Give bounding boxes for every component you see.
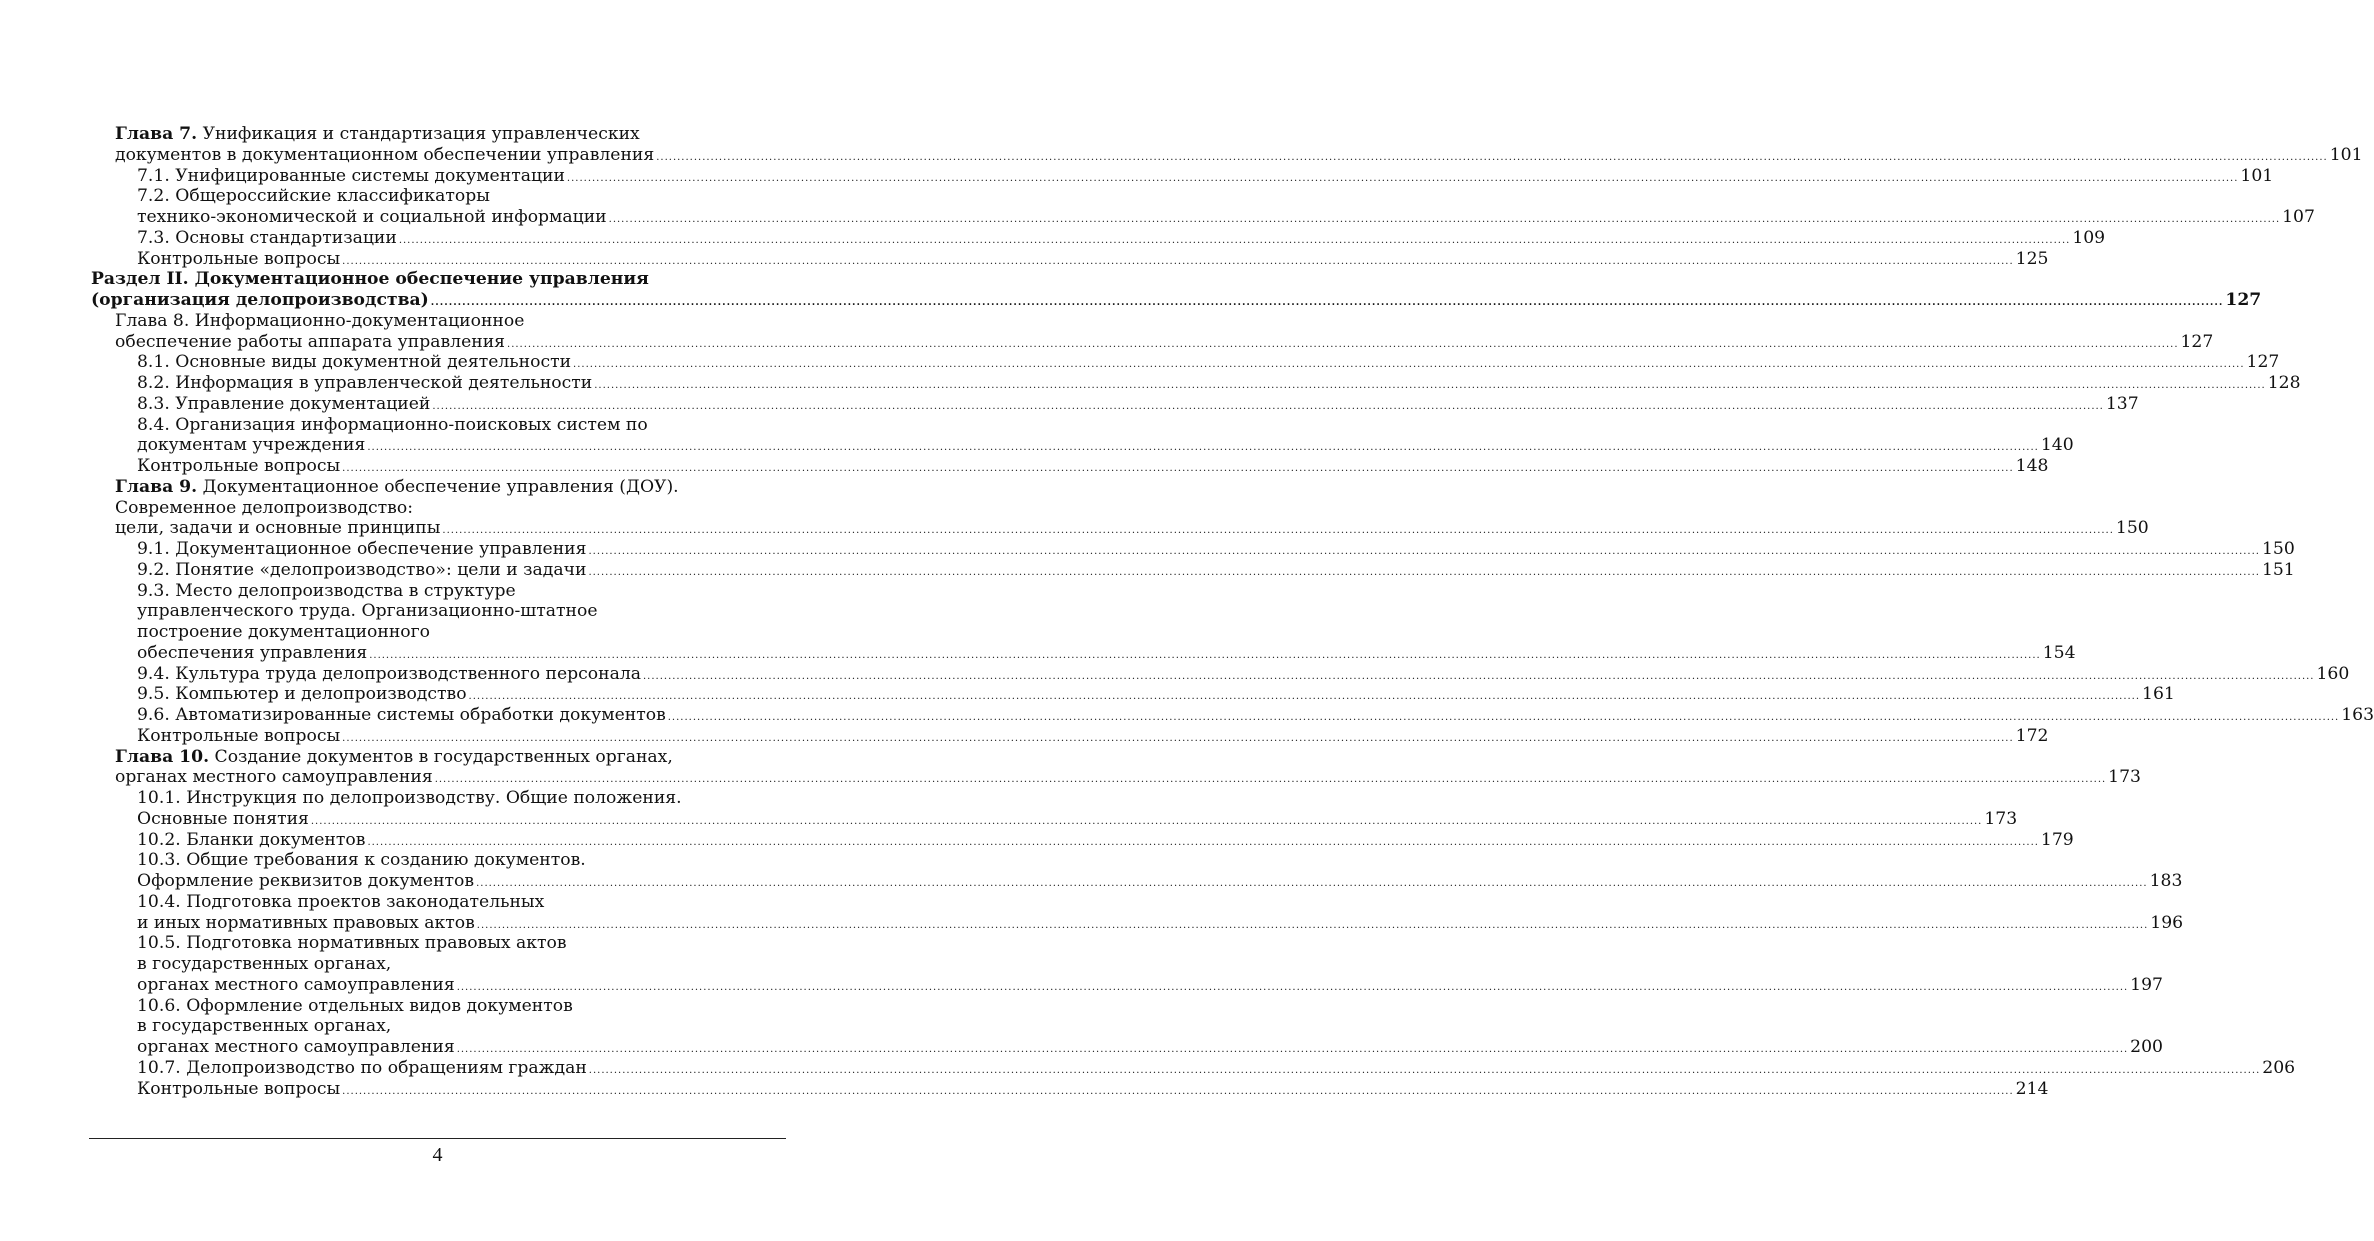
toc-entry	[0, 269, 2262, 311]
toc-entry	[0, 891, 2184, 934]
toc-entry-text: технико-экономической и социальной информации	[137, 207, 607, 227]
dot-leader: ................................................................................................................................................................................................................................................................................................................................................................................................................	[398, 234, 2071, 246]
toc-entry	[0, 1057, 2296, 1079]
toc-entry-line	[137, 912, 2184, 934]
toc-entry-line	[137, 663, 2350, 685]
toc-entry-line	[115, 311, 875, 332]
toc-entry-text: Контрольные вопросы	[137, 456, 341, 476]
toc-entry-line	[137, 227, 2106, 249]
toc-entry-line	[137, 415, 875, 436]
toc-entry-text: Основные понятия	[137, 808, 309, 829]
toc-entry-line	[137, 974, 2163, 996]
toc-entry-text: Раздел II. Документационное обеспечение управления	[91, 269, 649, 290]
toc-entry	[0, 227, 2106, 249]
toc-entry	[0, 373, 2301, 394]
toc-page-number: 163	[2341, 705, 2374, 725]
toc-page-number: 127	[2180, 331, 2214, 352]
toc-entry-line	[137, 829, 2074, 851]
toc-entry-line	[115, 767, 2141, 788]
toc-entry-text: 10.7. Делопроизводство по обращениям граждан	[137, 1057, 587, 1078]
toc-entry-line	[137, 892, 875, 913]
toc-entry	[0, 352, 2280, 373]
toc-entry	[0, 684, 2175, 705]
dot-leader: ................................................................................................................................................................................................................................................................................................................................................................................................................	[608, 214, 2281, 225]
toc-entry-line	[137, 1037, 2163, 1058]
toc-entry-text: Контрольные вопросы	[137, 1078, 341, 1099]
toc-entry	[0, 725, 2049, 747]
toc-entry-text: построение документационного	[137, 622, 431, 642]
toc-entry-text: обеспечение работы аппарата управления	[115, 331, 506, 352]
toc-entry-line	[137, 435, 2074, 456]
toc-entry	[0, 248, 2049, 270]
toc-page-number: 150	[2261, 539, 2295, 559]
toc-entry	[0, 1078, 2049, 1100]
toc-entry-text: 9.1. Документационное обеспечение управления	[137, 539, 587, 559]
toc-page-number: 179	[2040, 829, 2074, 850]
toc-entry-text: 10.5. Подготовка нормативных правовых актов	[137, 933, 567, 954]
toc-entry	[0, 476, 2149, 539]
toc-page-number: 109	[2072, 227, 2106, 248]
toc-page-number: 148	[2015, 456, 2049, 476]
toc-entry	[0, 124, 2363, 166]
toc-page-number: 137	[2105, 393, 2139, 414]
chapter-label: Глава 7.	[115, 124, 198, 144]
toc-entry	[0, 559, 2295, 581]
toc-entry-text: Оформление реквизитов документов	[137, 871, 475, 891]
dot-leader: ................................................................................................................................................................................................................................................................................................................................................................................................................	[342, 732, 2014, 744]
toc-entry-line	[91, 269, 875, 290]
toc-entry-text: управленческого труда. Организационно-штатное	[137, 601, 598, 622]
table-of-contents	[0, 124, 2374, 1099]
toc-entry-text: (организация делопроизводства)	[91, 290, 429, 310]
toc-entry-text: 10.1. Инструкция по делопроизводству. Общие положения.	[137, 788, 682, 808]
toc-entry-line	[137, 601, 875, 622]
toc-page-number: 160	[2316, 663, 2350, 684]
dot-leader: ................................................................................................................................................................................................................................................................................................................................................................................................................	[432, 400, 2104, 412]
toc-entry	[0, 414, 2074, 457]
toc-entry-text: 10.3. Общие требования к созданию документов.	[137, 850, 586, 871]
dot-leader: ................................................................................................................................................................................................................................................................................................................................................................................................................	[507, 338, 2179, 350]
toc-entry	[0, 310, 2214, 353]
chapter-label: Глава 9.	[115, 476, 198, 497]
toc-entry-text: Глава 8. Информационно-документационное	[115, 310, 525, 331]
toc-page-number: 151	[2261, 559, 2295, 580]
dot-leader: ................................................................................................................................................................................................................................................................................................................................................................................................................	[434, 774, 2107, 786]
toc-entry-text: 10.6. Оформление отдельных видов документов	[137, 995, 573, 1016]
toc-entry-text: 8.1. Основные виды документной деятельности	[137, 352, 572, 373]
toc-entry-line	[137, 393, 2139, 415]
toc-entry-line	[115, 124, 875, 145]
toc-page-number: 150	[2115, 518, 2149, 539]
dot-leader: ................................................................................................................................................................................................................................................................................................................................................................................................................	[367, 442, 2039, 454]
toc-entry-text: 9.2. Понятие «делопроизводство»: цели и задачи	[137, 559, 587, 580]
dot-leader: ................................................................................................................................................................................................................................................................................................................................................................................................................	[656, 151, 2328, 163]
toc-entry-text: в государственных органах,	[137, 954, 392, 974]
toc-entry-text: Контрольные вопросы	[137, 248, 341, 269]
toc-entry-line	[115, 518, 2149, 539]
toc-entry-text: 7.2. Общероссийские классификаторы	[137, 186, 490, 207]
toc-entry-text: 7.1. Унифицированные системы документации	[137, 165, 565, 186]
toc-entry-line	[137, 1078, 2049, 1100]
toc-entry-line	[137, 207, 2315, 228]
toc-entry-line	[137, 642, 2076, 664]
toc-page-number: 183	[2149, 871, 2183, 891]
dot-leader: ................................................................................................................................................................................................................................................................................................................................................................................................................	[468, 691, 2141, 703]
toc-page-number: 128	[2267, 373, 2301, 393]
toc-entry-line	[137, 559, 2295, 581]
toc-entry-text: 9.5. Компьютер и делопроизводство	[137, 684, 467, 705]
toc-entry-line	[91, 290, 2262, 311]
toc-page-number: 125	[2015, 248, 2049, 269]
chapter-label: Глава 10.	[115, 746, 210, 767]
toc-entry	[0, 580, 2076, 664]
toc-entry	[0, 705, 2374, 726]
toc-entry-text: цели, задачи и основные принципы	[115, 518, 441, 539]
toc-entry-text: Современное делопроизводство:	[115, 497, 413, 518]
toc-page-number: 214	[2015, 1078, 2049, 1099]
toc-entry-text: 7.3. Основы стандартизации	[137, 227, 397, 248]
toc-entry	[0, 393, 2139, 415]
toc-entry-text: органах местного самоуправления	[115, 767, 433, 788]
toc-entry-text: документам учреждения	[137, 435, 366, 456]
dot-leader: ................................................................................................................................................................................................................................................................................................................................................................................................................	[342, 255, 2014, 267]
toc-entry-line	[137, 373, 2301, 394]
toc-entry-text: органах местного самоуправления	[137, 974, 455, 995]
toc-entry-line	[137, 871, 2183, 892]
toc-page-number: 101	[2329, 144, 2363, 165]
page-number: 4	[432, 1144, 443, 1166]
dot-leader: ................................................................................................................................................................................................................................................................................................................................................................................................................	[476, 878, 2148, 889]
dot-leader: ................................................................................................................................................................................................................................................................................................................................................................................................................	[456, 981, 2129, 993]
toc-entry	[0, 933, 2163, 995]
dot-leader: ................................................................................................................................................................................................................................................................................................................................................................................................................	[476, 919, 2149, 931]
toc-entry-text: Создание документов в государственных органах,	[209, 746, 673, 767]
toc-entry-text: 10.4. Подготовка проектов законодательных	[137, 891, 545, 912]
toc-entry-line	[115, 144, 2363, 166]
toc-entry-line	[137, 996, 875, 1017]
dot-leader: ................................................................................................................................................................................................................................................................................................................................................................................................................	[369, 649, 2041, 661]
toc-entry-text: и иных нормативных правовых актов	[137, 912, 475, 933]
dot-leader: ................................................................................................................................................................................................................................................................................................................................................................................................................	[430, 297, 2224, 308]
toc-entry-line	[137, 456, 2049, 477]
toc-entry-line	[137, 352, 2280, 373]
toc-page-number: 161	[2142, 684, 2175, 705]
toc-entry-line	[115, 747, 875, 768]
dot-leader: ................................................................................................................................................................................................................................................................................................................................................................................................................	[442, 525, 2114, 537]
dot-leader: ................................................................................................................................................................................................................................................................................................................................................................................................................	[566, 172, 2239, 184]
toc-entry-text: 8.3. Управление документацией	[137, 393, 431, 414]
toc-entry	[0, 850, 2183, 892]
toc-page-number: 172	[2015, 725, 2049, 746]
toc-page-number: 101	[2240, 165, 2274, 186]
toc-entry-line	[137, 1057, 2296, 1079]
toc-entry-line	[137, 933, 875, 954]
dot-leader: ................................................................................................................................................................................................................................................................................................................................................................................................................	[310, 815, 1983, 827]
toc-entry-text: 8.4. Организация информационно-поисковых систем по	[137, 414, 648, 435]
toc-page-number: 173	[1984, 808, 2018, 829]
toc-page-number: 197	[2130, 974, 2163, 995]
toc-entry-line	[137, 1016, 875, 1037]
toc-page-number: 127	[2225, 290, 2262, 310]
toc-entry	[0, 165, 2274, 187]
dot-leader: ................................................................................................................................................................................................................................................................................................................................................................................................................	[594, 380, 2266, 391]
toc-entry-line	[137, 808, 2018, 830]
toc-entry-line	[137, 581, 875, 602]
toc-page-number: 173	[2108, 767, 2141, 788]
toc-entry-text: обеспечения управления	[137, 642, 368, 663]
toc-entry-text: 8.2. Информация в управленческой деятельности	[137, 373, 593, 393]
toc-entry-text: в государственных органах,	[137, 1016, 392, 1037]
toc-entry	[0, 746, 2141, 789]
toc-entry	[0, 829, 2074, 851]
toc-entry-line	[115, 498, 875, 519]
toc-entry-line	[137, 705, 2374, 726]
dot-leader: ................................................................................................................................................................................................................................................................................................................................................................................................................	[456, 1044, 2129, 1055]
toc-entry-text: Унификация и стандартизация управленческих	[197, 124, 640, 144]
footer-divider	[89, 1138, 786, 1139]
toc-page-number: 196	[2150, 912, 2184, 933]
toc-entry	[0, 539, 2295, 560]
dot-leader: ................................................................................................................................................................................................................................................................................................................................................................................................................	[588, 1064, 2261, 1076]
toc-entry	[0, 788, 2018, 830]
dot-leader: ................................................................................................................................................................................................................................................................................................................................................................................................................	[342, 1085, 2014, 1097]
dot-leader: ................................................................................................................................................................................................................................................................................................................................................................................................................	[588, 546, 2260, 557]
toc-entry-line	[137, 725, 2049, 747]
toc-entry-line	[137, 954, 875, 975]
dot-leader: ................................................................................................................................................................................................................................................................................................................................................................................................................	[573, 359, 2245, 371]
toc-entry-line	[115, 477, 875, 498]
toc-entry-line	[137, 788, 875, 809]
toc-entry-text: Контрольные вопросы	[137, 725, 341, 746]
toc-entry-text: 10.2. Бланки документов	[137, 829, 366, 850]
toc-page-number: 206	[2262, 1057, 2296, 1078]
toc-entry	[0, 663, 2350, 685]
dot-leader: ................................................................................................................................................................................................................................................................................................................................................................................................................	[588, 566, 2260, 578]
toc-entry-text: документов в документационном обеспечении управления	[115, 144, 655, 165]
toc-entry	[0, 186, 2315, 228]
dot-leader: ................................................................................................................................................................................................................................................................................................................................................................................................................	[667, 712, 2340, 723]
toc-entry-line	[137, 186, 875, 207]
toc-entry-text: 9.4. Культура труда делопроизводственного персонала	[137, 663, 641, 684]
toc-entry-line	[137, 622, 875, 643]
toc-page-number: 127	[2246, 352, 2280, 373]
toc-page-number: 154	[2042, 642, 2076, 663]
toc-entry-text: Документационное обеспечение управления (ДОУ).	[197, 476, 679, 497]
toc-entry-text: 9.6. Автоматизированные системы обработки документов	[137, 705, 666, 725]
toc-entry	[0, 456, 2049, 477]
toc-page-number: 107	[2282, 207, 2315, 227]
toc-entry-text: 9.3. Место делопроизводства в структуре	[137, 580, 516, 601]
toc-entry-line	[137, 539, 2295, 560]
toc-entry-line	[115, 331, 2214, 353]
toc-entry-text: органах местного самоуправления	[137, 1037, 455, 1057]
toc-entry	[0, 995, 2163, 1058]
toc-entry-line	[137, 165, 2274, 187]
toc-entry-line	[137, 850, 875, 871]
toc-entry-line	[137, 684, 2175, 705]
toc-page-number: 200	[2130, 1037, 2163, 1057]
toc-page-number: 140	[2040, 435, 2074, 456]
dot-leader: ................................................................................................................................................................................................................................................................................................................................................................................................................	[342, 463, 2014, 474]
dot-leader: ................................................................................................................................................................................................................................................................................................................................................................................................................	[643, 670, 2315, 682]
toc-entry-line	[137, 248, 2049, 270]
dot-leader: ................................................................................................................................................................................................................................................................................................................................................................................................................	[367, 836, 2039, 848]
